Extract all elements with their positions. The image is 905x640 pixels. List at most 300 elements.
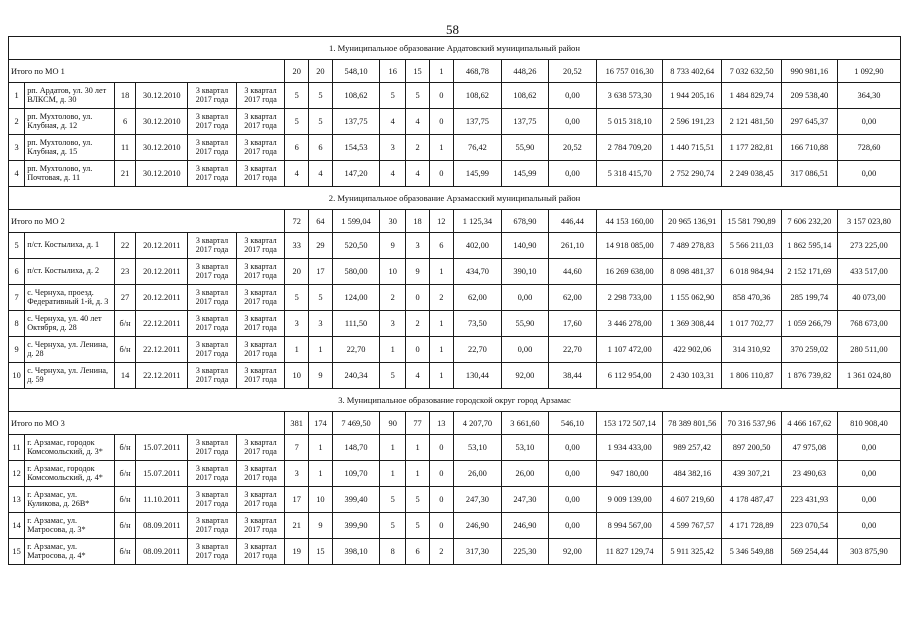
total-value: 1 [429, 60, 453, 83]
row-value: 2 [429, 285, 453, 311]
row-value: 2 121 481,50 [722, 109, 781, 135]
row-address: рп. Мухтолово, ул. Клубная, д. 12 [25, 109, 115, 135]
total-value: 153 172 507,14 [597, 412, 663, 435]
row-start-period: 3 квартал 2017 года [188, 161, 237, 187]
row-value: 1 155 062,90 [663, 285, 722, 311]
row-value: 137,75 [502, 109, 548, 135]
row-value: 3 [309, 311, 333, 337]
row-end-period: 3 квартал 2017 года [236, 363, 285, 389]
row-number: 8 [9, 311, 25, 337]
row-value: 0,00 [548, 161, 597, 187]
row-doc-date: 20.12.2011 [136, 259, 188, 285]
row-value: 0 [406, 337, 430, 363]
row-start-period: 3 квартал 2017 года [188, 363, 237, 389]
row-value: 92,00 [502, 363, 548, 389]
total-value: 20 [309, 60, 333, 83]
total-value: 548,10 [332, 60, 379, 83]
row-value: 1 806 110,87 [722, 363, 781, 389]
row-value: 4 607 219,60 [663, 487, 722, 513]
row-value: 728,60 [837, 135, 900, 161]
row-value: 148,70 [332, 435, 379, 461]
row-value: 20 [285, 259, 309, 285]
total-value: 8 733 402,64 [663, 60, 722, 83]
row-address: п/ст. Костылиха, д. 2 [25, 259, 115, 285]
row-value: 5 [380, 83, 406, 109]
row-value: 1 [429, 337, 453, 363]
row-value: 6 [309, 135, 333, 161]
row-value: 0,00 [837, 487, 900, 513]
row-value: 11 827 129,74 [597, 539, 663, 565]
row-start-period: 3 квартал 2017 года [188, 337, 237, 363]
row-value: 108,62 [332, 83, 379, 109]
row-value: 399,40 [332, 487, 379, 513]
row-value: 23 490,63 [781, 461, 837, 487]
row-value: 10 [285, 363, 309, 389]
row-doc-number: 18 [114, 83, 136, 109]
row-value: 62,00 [548, 285, 597, 311]
row-address: г. Арзамас, городок Комсомольский, д. 3* [25, 435, 115, 461]
row-doc-date: 30.12.2010 [136, 109, 188, 135]
row-value: 0 [429, 487, 453, 513]
row-value: 4 [406, 109, 430, 135]
row-value: 0,00 [548, 109, 597, 135]
row-value: 1 934 433,00 [597, 435, 663, 461]
row-value: 5 [285, 285, 309, 311]
table-row [9, 311, 901, 337]
row-value: 29 [309, 233, 333, 259]
total-value: 1 125,34 [453, 210, 502, 233]
row-start-period: 3 квартал 2017 года [188, 435, 237, 461]
row-value: 0,00 [837, 513, 900, 539]
row-value: 1 017 702,77 [722, 311, 781, 337]
row-value: 402,00 [453, 233, 502, 259]
table-row [9, 259, 901, 285]
row-value: 5 [406, 513, 430, 539]
total-value: 20,52 [548, 60, 597, 83]
row-value: 1 [406, 461, 430, 487]
row-address: г. Арзамас, городок Комсомольский, д. 4* [25, 461, 115, 487]
row-value: 0,00 [837, 435, 900, 461]
row-value: 17,60 [548, 311, 597, 337]
row-address: рп. Мухтолово, ул. Почтовая, д. 11 [25, 161, 115, 187]
row-start-period: 3 квартал 2017 года [188, 539, 237, 565]
row-value: 223 431,93 [781, 487, 837, 513]
row-value: 10 [380, 259, 406, 285]
total-value: 18 [406, 210, 430, 233]
row-value: 1 [406, 435, 430, 461]
total-value: 44 153 160,00 [597, 210, 663, 233]
table-row [9, 135, 901, 161]
row-value: 3 [380, 135, 406, 161]
row-value: 3 [380, 311, 406, 337]
row-value: 390,10 [502, 259, 548, 285]
row-value: 897 200,50 [722, 435, 781, 461]
table-row [9, 337, 901, 363]
row-value: 317,30 [453, 539, 502, 565]
section-total-row [9, 60, 901, 83]
row-value: 246,90 [453, 513, 502, 539]
row-value: 1 [429, 135, 453, 161]
row-start-period: 3 квартал 2017 года [188, 513, 237, 539]
row-value: 5 [285, 109, 309, 135]
row-end-period: 3 квартал 2017 года [236, 83, 285, 109]
total-value: 4 466 167,62 [781, 412, 837, 435]
row-doc-date: 15.07.2011 [136, 435, 188, 461]
section-total-row [9, 412, 901, 435]
row-end-period: 3 квартал 2017 года [236, 161, 285, 187]
total-label: Итого по МО 1 [9, 60, 285, 83]
row-value: 108,62 [502, 83, 548, 109]
row-end-period: 3 квартал 2017 года [236, 259, 285, 285]
total-value: 12 [429, 210, 453, 233]
row-value: 1 [429, 311, 453, 337]
row-value: 4 [285, 161, 309, 187]
row-value: 989 257,42 [663, 435, 722, 461]
row-value: 4 171 728,89 [722, 513, 781, 539]
row-address: с. Чернуха, ул. Ленина, д. 59 [25, 363, 115, 389]
row-doc-number: 23 [114, 259, 136, 285]
row-value: 209 538,40 [781, 83, 837, 109]
row-doc-date: 20.12.2011 [136, 285, 188, 311]
row-value: 4 178 487,47 [722, 487, 781, 513]
total-value: 546,10 [548, 412, 597, 435]
row-end-period: 3 квартал 2017 года [236, 435, 285, 461]
row-value: 0,00 [837, 161, 900, 187]
row-value: 3 [285, 461, 309, 487]
row-value: 15 [309, 539, 333, 565]
total-value: 1 092,90 [837, 60, 900, 83]
row-value: 2 [429, 539, 453, 565]
table-row [9, 487, 901, 513]
row-end-period: 3 квартал 2017 года [236, 461, 285, 487]
row-value: 44,60 [548, 259, 597, 285]
row-start-period: 3 квартал 2017 года [188, 135, 237, 161]
row-value: 6 [406, 539, 430, 565]
row-address: г. Арзамас, ул. Куликова, д. 26В* [25, 487, 115, 513]
row-value: 0,00 [548, 513, 597, 539]
row-doc-date: 30.12.2010 [136, 83, 188, 109]
row-value: 0 [429, 161, 453, 187]
row-doc-number: б/н [114, 461, 136, 487]
row-doc-date: 11.10.2011 [136, 487, 188, 513]
row-doc-date: 20.12.2011 [136, 233, 188, 259]
row-value: 9 [380, 233, 406, 259]
row-value: 1 [429, 363, 453, 389]
row-doc-number: б/н [114, 513, 136, 539]
row-value: 280 511,00 [837, 337, 900, 363]
row-value: 484 382,16 [663, 461, 722, 487]
row-value: 1 862 595,14 [781, 233, 837, 259]
row-value: 20,52 [548, 135, 597, 161]
row-value: 2 298 733,00 [597, 285, 663, 311]
row-value: 5 346 549,88 [722, 539, 781, 565]
row-value: 0 [429, 513, 453, 539]
row-value: 140,90 [502, 233, 548, 259]
row-value: 1 361 024,80 [837, 363, 900, 389]
row-value: 124,00 [332, 285, 379, 311]
row-value: 1 369 308,44 [663, 311, 722, 337]
row-value: 130,44 [453, 363, 502, 389]
total-value: 13 [429, 412, 453, 435]
total-value: 20 965 136,91 [663, 210, 722, 233]
row-value: 33 [285, 233, 309, 259]
row-value: 55,90 [502, 135, 548, 161]
row-number: 15 [9, 539, 25, 565]
row-value: 2 752 290,74 [663, 161, 722, 187]
total-value: 72 [285, 210, 309, 233]
row-value: 422 902,06 [663, 337, 722, 363]
row-value: 6 [429, 233, 453, 259]
row-value: 273 225,00 [837, 233, 900, 259]
row-value: 768 673,00 [837, 311, 900, 337]
row-value: 7 489 278,83 [663, 233, 722, 259]
row-doc-date: 30.12.2010 [136, 135, 188, 161]
row-doc-date: 30.12.2010 [136, 161, 188, 187]
total-value: 16 757 016,30 [597, 60, 663, 83]
row-address: рп. Мухтолово, ул. Клубная, д. 15 [25, 135, 115, 161]
row-value: 246,90 [502, 513, 548, 539]
row-doc-number: б/н [114, 539, 136, 565]
row-value: 7 [285, 435, 309, 461]
row-value: 3 446 278,00 [597, 311, 663, 337]
total-value: 70 316 537,96 [722, 412, 781, 435]
row-value: 2 596 191,23 [663, 109, 722, 135]
row-value: 9 009 139,00 [597, 487, 663, 513]
total-value: 1 599,04 [332, 210, 379, 233]
total-value: 446,44 [548, 210, 597, 233]
row-doc-number: 21 [114, 161, 136, 187]
row-value: 303 875,90 [837, 539, 900, 565]
row-value: 9 [309, 513, 333, 539]
row-value: 109,70 [332, 461, 379, 487]
row-value: 1 484 829,74 [722, 83, 781, 109]
row-start-period: 3 квартал 2017 года [188, 83, 237, 109]
row-value: 3 [406, 233, 430, 259]
row-value: 1 944 205,16 [663, 83, 722, 109]
row-address: с. Чернуха, ул. Ленина, д. 28 [25, 337, 115, 363]
table-row [9, 461, 901, 487]
row-doc-number: 14 [114, 363, 136, 389]
row-start-period: 3 квартал 2017 года [188, 259, 237, 285]
section-title-row [9, 187, 901, 210]
row-address: г. Арзамас, ул. Матросова, д. 3* [25, 513, 115, 539]
row-value: 2 [380, 285, 406, 311]
row-value: 4 [309, 161, 333, 187]
row-value: 1 [380, 435, 406, 461]
row-address: рп. Ардатов, ул. 30 лет ВЛКСМ, д. 30 [25, 83, 115, 109]
table-row [9, 435, 901, 461]
row-number: 6 [9, 259, 25, 285]
total-value: 7 469,50 [332, 412, 379, 435]
row-number: 12 [9, 461, 25, 487]
row-value: 1 [380, 461, 406, 487]
row-number: 3 [9, 135, 25, 161]
row-value: 3 638 573,30 [597, 83, 663, 109]
row-address: с. Чернуха, проезд. Федеративный 1-й, д. 3 [25, 285, 115, 311]
row-doc-date: 08.09.2011 [136, 539, 188, 565]
section-title-row [9, 37, 901, 60]
row-value: 145,99 [453, 161, 502, 187]
section-total-row [9, 210, 901, 233]
row-number: 9 [9, 337, 25, 363]
row-end-period: 3 квартал 2017 года [236, 109, 285, 135]
row-value: 111,50 [332, 311, 379, 337]
row-value: 17 [285, 487, 309, 513]
row-value: 55,90 [502, 311, 548, 337]
row-value: 0,00 [548, 435, 597, 461]
resettlement-table [8, 36, 901, 565]
row-value: 285 199,74 [781, 285, 837, 311]
row-value: 38,44 [548, 363, 597, 389]
row-value: 147,20 [332, 161, 379, 187]
row-value: 6 [285, 135, 309, 161]
row-value: 5 [380, 513, 406, 539]
row-value: 1 440 715,51 [663, 135, 722, 161]
row-value: 166 710,88 [781, 135, 837, 161]
row-value: 247,30 [502, 487, 548, 513]
row-value: 53,10 [453, 435, 502, 461]
section-title: 2. Муниципальное образование Арзамасский муниципальный район [9, 187, 901, 210]
row-value: 76,42 [453, 135, 502, 161]
row-value: 26,00 [502, 461, 548, 487]
row-end-period: 3 квартал 2017 года [236, 311, 285, 337]
row-value: 17 [309, 259, 333, 285]
total-value: 3 661,60 [502, 412, 548, 435]
total-value: 3 157 023,80 [837, 210, 900, 233]
table-row [9, 513, 901, 539]
row-value: 26,00 [453, 461, 502, 487]
table-row [9, 363, 901, 389]
row-value: 1 107 472,00 [597, 337, 663, 363]
row-value: 398,10 [332, 539, 379, 565]
row-number: 1 [9, 83, 25, 109]
row-value: 5 318 415,70 [597, 161, 663, 187]
row-value: 2 430 103,31 [663, 363, 722, 389]
total-value: 64 [309, 210, 333, 233]
table-row [9, 161, 901, 187]
row-value: 14 918 085,00 [597, 233, 663, 259]
row-value: 6 018 984,94 [722, 259, 781, 285]
row-value: 5 566 211,03 [722, 233, 781, 259]
row-value: 433 517,00 [837, 259, 900, 285]
row-value: 434,70 [453, 259, 502, 285]
total-value: 678,90 [502, 210, 548, 233]
row-value: 5 [309, 109, 333, 135]
row-number: 2 [9, 109, 25, 135]
row-value: 569 254,44 [781, 539, 837, 565]
row-end-period: 3 квартал 2017 года [236, 135, 285, 161]
row-value: 5 [309, 285, 333, 311]
row-value: 1 [309, 461, 333, 487]
row-start-period: 3 квартал 2017 года [188, 285, 237, 311]
row-doc-date: 22.12.2011 [136, 363, 188, 389]
row-value: 947 180,00 [597, 461, 663, 487]
row-value: 16 269 638,00 [597, 259, 663, 285]
total-value: 90 [380, 412, 406, 435]
row-value: 5 [285, 83, 309, 109]
row-start-period: 3 квартал 2017 года [188, 487, 237, 513]
row-address: с. Чернуха, ул. 40 лет Октября, д. 28 [25, 311, 115, 337]
row-value: 247,30 [453, 487, 502, 513]
row-value: 8 098 481,37 [663, 259, 722, 285]
row-value: 22,70 [548, 337, 597, 363]
row-start-period: 3 квартал 2017 года [188, 109, 237, 135]
page-number: 58 [446, 22, 459, 37]
row-doc-number: 27 [114, 285, 136, 311]
row-value: 364,30 [837, 83, 900, 109]
row-value: 0 [406, 285, 430, 311]
row-value: 5 911 325,42 [663, 539, 722, 565]
row-value: 0,00 [837, 109, 900, 135]
row-value: 4 [406, 161, 430, 187]
row-value: 0,00 [548, 487, 597, 513]
row-value: 1 059 266,79 [781, 311, 837, 337]
row-value: 4 [380, 109, 406, 135]
row-value: 0,00 [502, 285, 548, 311]
row-number: 14 [9, 513, 25, 539]
row-value: 10 [309, 487, 333, 513]
row-value: 858 470,36 [722, 285, 781, 311]
row-value: 225,30 [502, 539, 548, 565]
row-value: 1 876 739,82 [781, 363, 837, 389]
row-value: 223 070,54 [781, 513, 837, 539]
row-doc-date: 22.12.2011 [136, 337, 188, 363]
row-value: 520,50 [332, 233, 379, 259]
row-value: 240,34 [332, 363, 379, 389]
row-value: 0 [429, 109, 453, 135]
row-doc-number: б/н [114, 435, 136, 461]
table-row [9, 83, 901, 109]
row-value: 314 310,92 [722, 337, 781, 363]
row-value: 4 [380, 161, 406, 187]
row-value: 4 599 767,57 [663, 513, 722, 539]
row-value: 40 073,00 [837, 285, 900, 311]
row-end-period: 3 квартал 2017 года [236, 233, 285, 259]
row-value: 370 259,02 [781, 337, 837, 363]
row-start-period: 3 квартал 2017 года [188, 311, 237, 337]
row-value: 5 [380, 363, 406, 389]
row-number: 4 [9, 161, 25, 187]
row-value: 5 [406, 83, 430, 109]
table-row [9, 539, 901, 565]
table-row [9, 285, 901, 311]
total-value: 16 [380, 60, 406, 83]
total-value: 15 581 790,89 [722, 210, 781, 233]
row-value: 0,00 [837, 461, 900, 487]
row-doc-number: 22 [114, 233, 136, 259]
row-value: 580,00 [332, 259, 379, 285]
row-doc-number: 11 [114, 135, 136, 161]
row-value: 1 [429, 259, 453, 285]
row-value: 21 [285, 513, 309, 539]
section-title: 1. Муниципальное образование Ардатовский муниципальный район [9, 37, 901, 60]
row-value: 1 177 282,81 [722, 135, 781, 161]
row-value: 0,00 [502, 337, 548, 363]
row-end-period: 3 квартал 2017 года [236, 539, 285, 565]
row-value: 5 [309, 83, 333, 109]
row-number: 11 [9, 435, 25, 461]
row-value: 6 112 954,00 [597, 363, 663, 389]
row-value: 2 784 709,20 [597, 135, 663, 161]
total-value: 15 [406, 60, 430, 83]
row-doc-number: б/н [114, 487, 136, 513]
row-value: 8 [380, 539, 406, 565]
row-value: 4 [406, 363, 430, 389]
section-title-row [9, 389, 901, 412]
row-end-period: 3 квартал 2017 года [236, 337, 285, 363]
row-value: 0,00 [548, 83, 597, 109]
row-end-period: 3 квартал 2017 года [236, 487, 285, 513]
